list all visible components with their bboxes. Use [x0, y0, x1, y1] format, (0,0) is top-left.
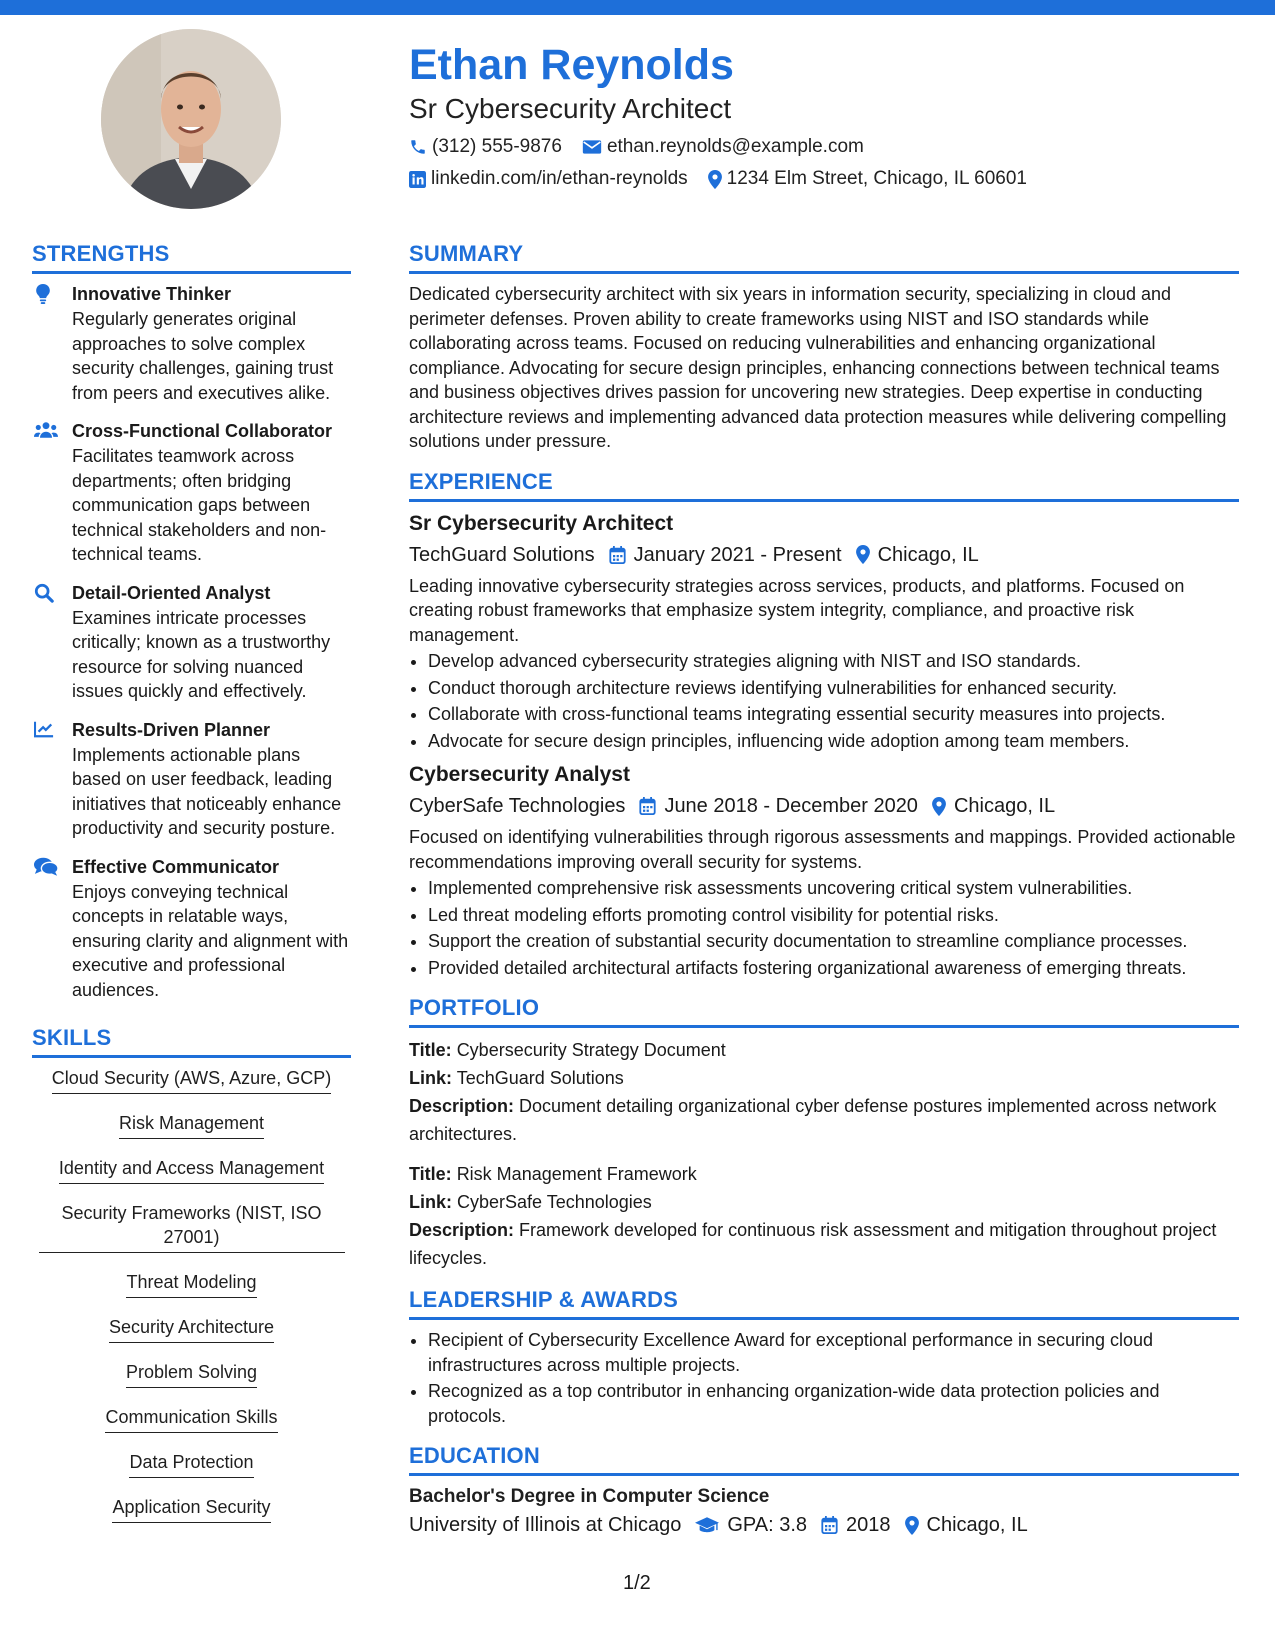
strength-description: Enjoys conveying technical concepts in relatable ways, ensuring clarity and alignment with executive and professional audiences. [72, 881, 349, 1000]
linkedin-text: linkedin.com/in/ethan-reynolds [431, 168, 688, 189]
link-label: Link: [409, 1192, 452, 1212]
job-entry [409, 510, 1239, 754]
strength-description: Implements actionable plans based on user feedback, leading initiatives that noticeably enhance productivity and security posture. [72, 744, 342, 838]
candidate-name: Ethan Reynolds [409, 41, 734, 89]
job-company [409, 540, 595, 570]
dates-text: June 2018 - December 2020 [664, 795, 918, 817]
phone-contact[interactable] [409, 134, 562, 160]
phone-icon [409, 138, 427, 156]
gpa [695, 1510, 807, 1540]
job-company [409, 791, 625, 821]
linkedin-icon [409, 171, 426, 188]
portfolio-title: Cybersecurity Strategy Document [456, 1040, 726, 1060]
users-icon [34, 421, 58, 439]
map-pin-icon [905, 1516, 919, 1535]
degree: Bachelor's Degree in Computer Science [409, 1486, 770, 1507]
graduation-year [821, 1510, 891, 1540]
portfolio-section [409, 994, 1239, 1272]
job-bullet: • Develop advanced cybersecurity strategies aligning with NIST and ISO standards. [428, 649, 1239, 674]
location-text: Chicago, IL [877, 543, 979, 566]
strengths-heading: STRENGTHS [32, 240, 351, 274]
address-contact [708, 166, 1027, 192]
link-label: Link: [409, 1068, 452, 1088]
email-text: ethan.reynolds@example.com [606, 136, 864, 157]
portfolio-link[interactable]: CyberSafe Technologies [457, 1192, 652, 1212]
linkedin-contact[interactable] [409, 166, 688, 192]
skills-list [32, 1066, 351, 1523]
strength-item [32, 581, 351, 704]
job-bullets [409, 876, 1239, 980]
skill-item: Identity and Access Management [59, 1156, 324, 1184]
skill-item: Security Frameworks (NIST, ISO 27001) [39, 1201, 345, 1253]
skill-item: Application Security [112, 1495, 270, 1523]
strength-title: Detail-Oriented Analyst [72, 582, 271, 603]
school [409, 1510, 681, 1540]
skill-item: Data Protection [129, 1450, 253, 1478]
job-title: Cybersecurity Analyst [409, 763, 630, 786]
leadership-heading: LEADERSHIP & AWARDS [409, 1286, 1239, 1320]
portfolio-heading: PORTFOLIO [409, 994, 1239, 1028]
portfolio-description: Framework developed for continuous risk assessment and mitigation throughout project lifecycles. [409, 1220, 1217, 1268]
email-contact[interactable] [582, 134, 864, 160]
map-pin-icon [708, 170, 722, 189]
strength-title: Innovative Thinker [72, 284, 232, 304]
company-name: TechGuard Solutions [409, 543, 595, 566]
job-title: Sr Cybersecurity Architect [409, 511, 674, 535]
title-label: Title: [409, 1040, 452, 1060]
strength-item [32, 855, 351, 1003]
skill-item: Security Architecture [109, 1315, 274, 1343]
job-dates [639, 791, 918, 821]
job-meta [409, 791, 1239, 821]
strength-description: Facilitates teamwork across departments; often bridging communication gaps between technical stakeholders and non-technical teams. [72, 446, 327, 564]
job-location [856, 540, 979, 570]
calendar-icon [821, 1516, 838, 1534]
portfolio-item [409, 1160, 1239, 1272]
title-label: Title: [409, 1164, 452, 1184]
job-dates [609, 540, 842, 570]
description-label: Description: [409, 1096, 515, 1116]
strength-item [32, 282, 351, 405]
skill-item: Threat Modeling [126, 1270, 256, 1298]
candidate-title: Sr Cybersecurity Architect [409, 93, 732, 124]
portfolio-link[interactable]: TechGuard Solutions [456, 1068, 624, 1088]
experience-heading: EXPERIENCE [409, 468, 1239, 502]
job-entry [409, 761, 1239, 980]
job-location [932, 791, 1055, 821]
job-bullets [409, 649, 1239, 753]
address-text: 1234 Elm Street, Chicago, IL 60601 [726, 168, 1027, 189]
chart-line-icon [34, 720, 54, 738]
calendar-icon [639, 797, 656, 815]
portfolio-item [409, 1036, 1239, 1148]
dates-text: January 2021 - Present [633, 543, 842, 566]
education-meta [409, 1510, 1239, 1540]
map-pin-icon [932, 797, 946, 816]
contact-row-2 [409, 166, 1239, 192]
job-description: Leading innovative cybersecurity strategies across services, products, and platforms. Focused on creating robust frameworks that emphasize system integrity, compliance, and proactive risk management. [409, 575, 1185, 645]
contact-row-1 [409, 134, 1239, 160]
profile-photo [101, 29, 281, 209]
education-heading: EDUCATION [409, 1442, 1239, 1476]
map-pin-icon [856, 545, 870, 564]
strength-description: Examines intricate processes critically; known as a trustworthy resource for solving nuanced issues quickly and effectively. [72, 607, 331, 701]
right-column [409, 240, 1239, 1554]
skills-section [32, 1024, 351, 1523]
phone-text: (312) 555-9876 [432, 136, 562, 157]
education-location [905, 1510, 1028, 1540]
left-column [32, 240, 351, 1540]
job-bullet: • Implemented comprehensive risk assessments uncovering critical system vulnerabilities. [428, 876, 1239, 901]
education-section [409, 1442, 1239, 1540]
skill-item: Communication Skills [105, 1405, 277, 1433]
job-bullet: • Led threat modeling efforts promoting control visibility for potential risks. [428, 903, 1239, 928]
job-description: Focused on identifying vulnerabilities through rigorous assessments and mappings. Provided actionable recommendations improving overall security for systems. [409, 827, 1236, 872]
job-bullet: • Provided detailed architectural artifacts fostering organizational awareness of emerging threats. [428, 956, 1239, 981]
strength-item [32, 718, 351, 841]
location-text: Chicago, IL [926, 1514, 1028, 1536]
skill-item: Problem Solving [126, 1360, 257, 1388]
job-meta [409, 540, 1239, 570]
location-text: Chicago, IL [953, 795, 1056, 817]
skill-item: Risk Management [119, 1111, 264, 1139]
calendar-icon [609, 546, 626, 564]
job-bullet: • Collaborate with cross-functional teams integrating essential security measures into projects. [428, 702, 1239, 727]
year-text: 2018 [846, 1514, 891, 1536]
strength-item [32, 419, 351, 567]
strength-title: Cross-Functional Collaborator [72, 421, 333, 441]
portfolio-description: Document detailing organizational cyber defense postures implemented across network architectures. [409, 1096, 1217, 1144]
envelope-icon [582, 139, 602, 155]
graduation-cap-icon [695, 1517, 719, 1534]
strengths-section [32, 240, 351, 1002]
company-name: CyberSafe Technologies [409, 795, 626, 817]
leadership-section [409, 1286, 1239, 1428]
skill-item: Cloud Security (AWS, Azure, GCP) [52, 1066, 331, 1094]
award-item: • Recognized as a top contributor in enhancing organization-wide data protection policies and protocols. [428, 1379, 1239, 1428]
search-icon [34, 583, 54, 603]
page-number: 1/2 [623, 1572, 651, 1594]
strength-description: Regularly generates original approaches to solve complex security challenges, gaining trust from peers and executives alike. [72, 309, 334, 403]
job-bullet: • Advocate for secure design principles, influencing wide adoption among team members. [428, 729, 1239, 754]
experience-section [409, 468, 1239, 981]
summary-text: Dedicated cybersecurity architect with six years in information security, specializing in cloud and perimeter defenses. Proven ability to create frameworks using NIST and ISO standards while collaborating across teams. Focused on reducing vulnerabilities and enhancing organizational compliance. Advocating for secure design principles, enhancing connections between technical teams and business objectives drives passion for uncovering new strategies. Deep expertise in conducting architecture reviews and implementing advanced data protection measures while delivering compelling solutions under pressure. [409, 284, 1227, 451]
strength-title: Effective Communicator [72, 856, 280, 877]
strength-title: Results-Driven Planner [72, 719, 271, 740]
resume-header [409, 40, 1239, 192]
comments-icon [34, 857, 58, 876]
description-label: Description: [409, 1220, 515, 1240]
lightbulb-icon [34, 284, 52, 304]
portfolio-title: Risk Management Framework [456, 1164, 697, 1184]
summary-heading: SUMMARY [409, 240, 1239, 274]
gpa-text: GPA: 3.8 [727, 1514, 808, 1536]
top-accent-bar [0, 0, 1275, 15]
school-name: University of Illinois at Chicago [409, 1514, 682, 1536]
portrait-illustration [101, 29, 281, 209]
job-bullet: • Support the creation of substantial security documentation to streamline compliance processes. [428, 929, 1239, 954]
job-bullet: • Conduct thorough architecture reviews identifying vulnerabilities for enhanced security. [428, 676, 1239, 701]
skills-heading: SKILLS [32, 1024, 351, 1058]
summary-section [409, 240, 1239, 454]
award-item: • Recipient of Cybersecurity Excellence Award for exceptional performance in securing cloud infrastructures across multiple projects. [428, 1328, 1239, 1377]
leadership-list [409, 1328, 1239, 1428]
